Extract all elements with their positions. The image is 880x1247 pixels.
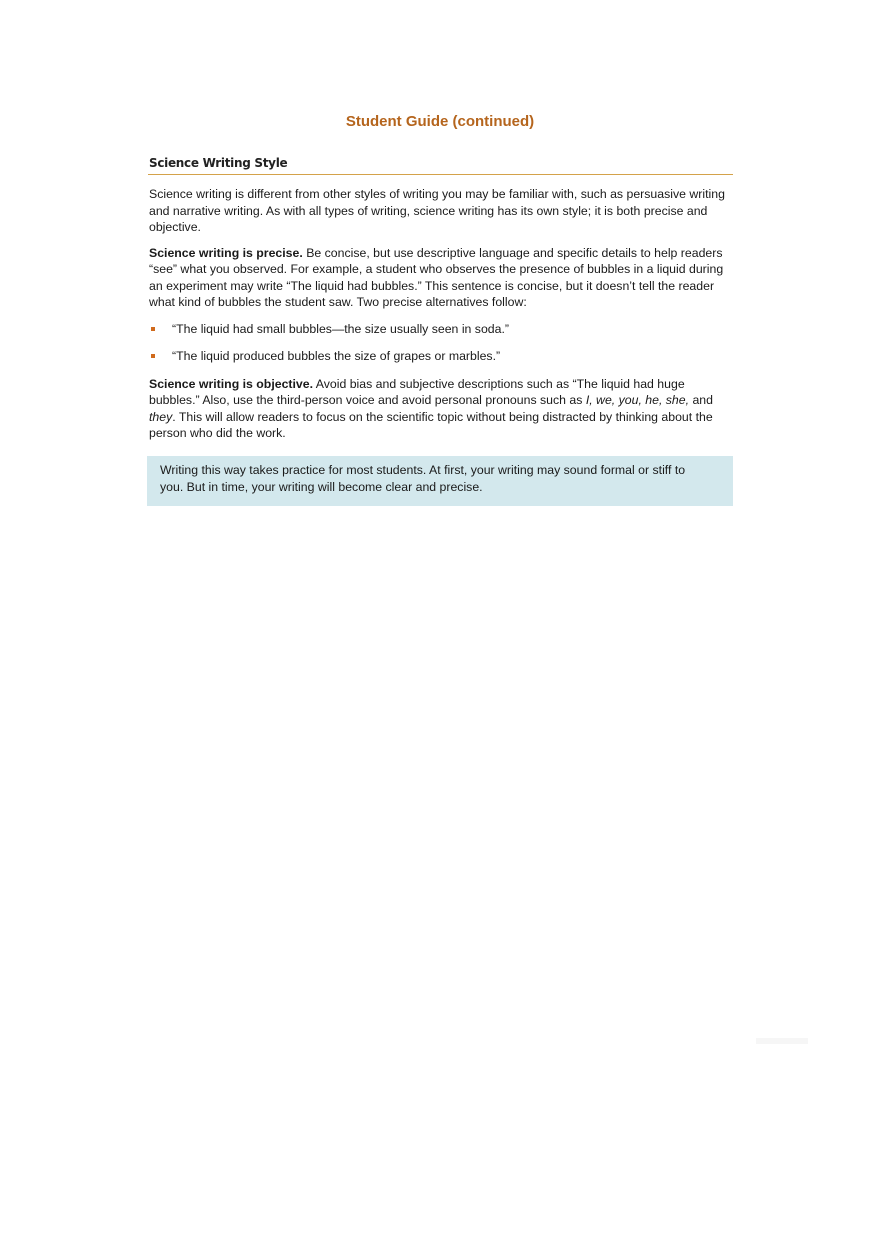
list-item-text: “The liquid had small bubbles—the size usually seen in soda.” bbox=[172, 321, 509, 336]
callout-box bbox=[147, 456, 733, 506]
objective-pronoun-they: they bbox=[149, 409, 173, 424]
callout-text: Writing this way takes practice for most students. At first, your writing may sound formal or stiff to you. But in time, your writing will become clear and precise. bbox=[160, 462, 686, 494]
precise-paragraph bbox=[148, 245, 733, 311]
square-bullet-icon bbox=[151, 327, 155, 331]
faint-watermark-mark bbox=[756, 1038, 808, 1044]
list-item bbox=[148, 321, 733, 338]
page-title: Student Guide (continued) bbox=[345, 113, 535, 130]
intro-paragraph: Science writing is different from other styles of writing you may be familiar with, such as persuasive writing and narrative writing. As with all types of writing, science writing has its own style; it is both precise and objective. bbox=[149, 187, 725, 234]
objective-body-2: and bbox=[689, 393, 713, 407]
precise-lead: Science writing is precise. bbox=[149, 245, 303, 260]
objective-body-1: Avoid bias and subjective descriptions such as “The liquid had huge bubbles.” Also, use the third-person voice and avoid personal pronouns such as bbox=[149, 376, 685, 407]
objective-pronouns: I, we, you, he, she, bbox=[585, 393, 690, 407]
list-item bbox=[148, 348, 733, 365]
section-heading: Science Writing Style bbox=[148, 154, 733, 175]
list-item-text: “The liquid produced bubbles the size of grapes or marbles.” bbox=[172, 349, 501, 363]
objective-paragraph bbox=[148, 376, 733, 442]
square-bullet-icon bbox=[151, 354, 155, 358]
main-content bbox=[148, 154, 733, 506]
precise-body: Be concise, but use descriptive language and specific details to help readers “see” what you observed. For example, a student who observes the presence of bubbles in a liquid during an experiment may write “The liquid had bubbles.” This sentence is concise, but it doesn’t tell the reader what kind of bubbles the student saw. Two precise alternatives follow: bbox=[149, 245, 724, 309]
objective-lead: Science writing is objective. bbox=[149, 376, 314, 391]
objective-body-3: . This will allow readers to focus on the scientific topic without being distracted by thinking about the person who did the work. bbox=[149, 409, 713, 440]
example-list bbox=[148, 321, 733, 365]
